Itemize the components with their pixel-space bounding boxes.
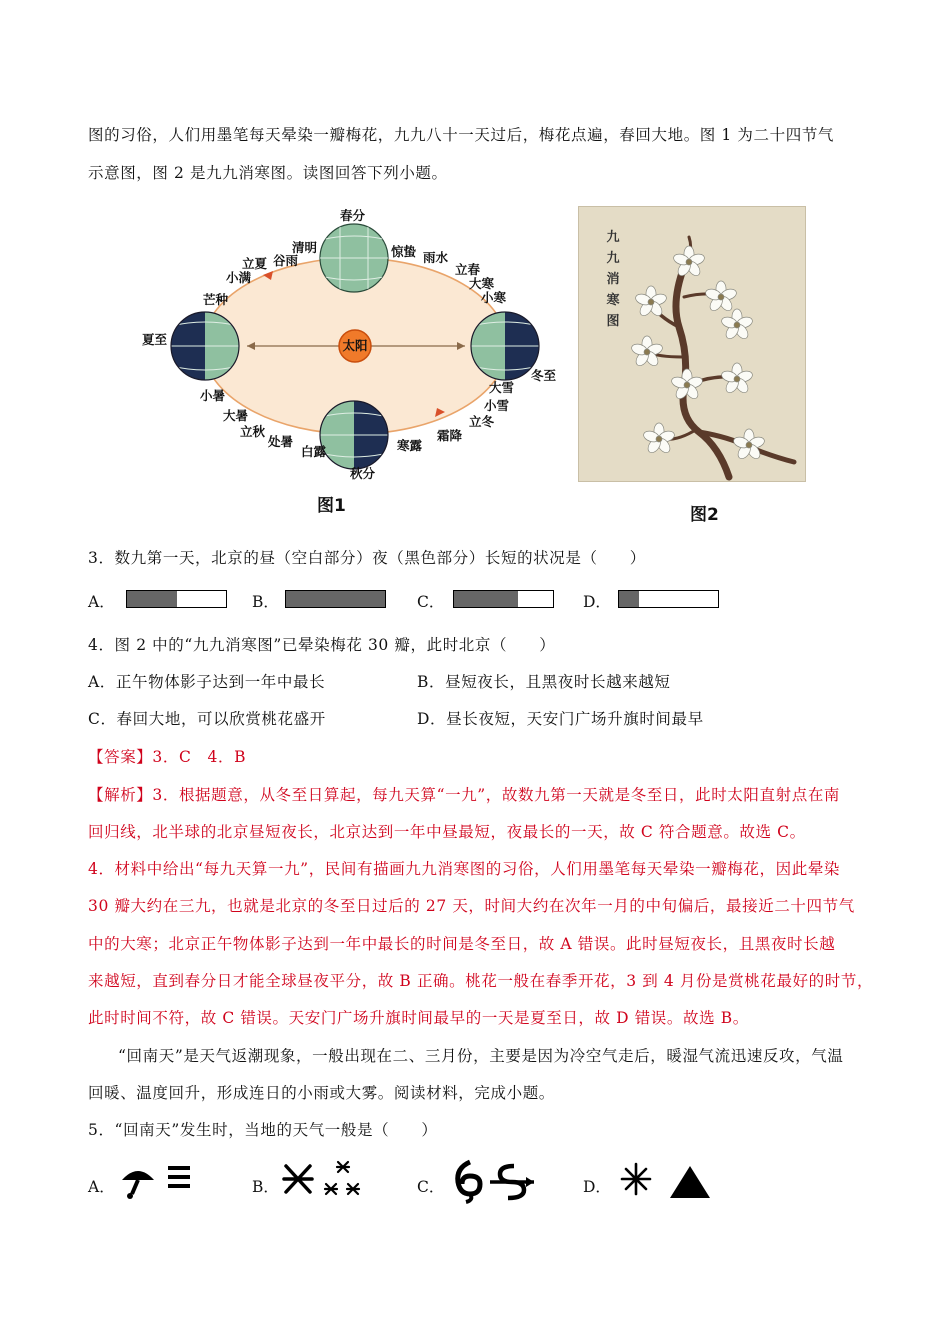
plum-branch-drawing <box>579 207 805 481</box>
q4-option-a[interactable]: A．正午物体影子达到一年中最长 <box>88 673 326 691</box>
fig2-title-char: 寒 <box>606 293 620 308</box>
analysis-line-6: 来越短，直到春分日才能全球昼夜平分，故 B 正确。桃花一般在春季开花，3 到 4 月份是赏桃花最好的时节， <box>88 972 874 990</box>
night-portion <box>619 591 639 607</box>
q3-option-a-label: A． <box>88 593 115 611</box>
snow-symbol-icon[interactable] <box>282 1160 372 1202</box>
q3-option-c-bar[interactable] <box>453 590 554 608</box>
q5-option-d-label: D． <box>583 1178 611 1196</box>
q5-stem: 5．“回南天”发生时，当地的天气一般是（ ） <box>88 1121 438 1139</box>
term-shuangjiang: 霜降 <box>437 428 463 443</box>
term-mangzhong: 芒种 <box>203 292 229 307</box>
intro-line-2: 示意图，图 2 是九九消寒图。读图回答下列小题。 <box>88 164 448 182</box>
analysis-line-3: 4．材料中给出“每九天算一九”，民间有描画九九消寒图的习俗，人们用墨笔每天晕染一瓣梅花，因此晕染 <box>88 860 841 878</box>
q4-option-c[interactable]: C．春回大地，可以欣赏桃花盛开 <box>88 710 326 728</box>
globe-spring <box>320 224 388 292</box>
sleet-hail-symbol-icon[interactable] <box>614 1160 714 1202</box>
term-bailu: 白露 <box>301 444 327 459</box>
term-xiaoman: 小满 <box>226 270 252 285</box>
term-lidong: 立冬 <box>469 414 495 429</box>
q5-option-a-label: A． <box>88 1178 115 1196</box>
term-chushu: 处暑 <box>268 434 294 449</box>
analysis-line-7: 此时时间不符，故 C 错误。天安门广场升旗时间最早的一天是夏至日，故 D 错误。故选 B。 <box>88 1009 749 1027</box>
fig2-title-char: 九 <box>606 230 620 245</box>
analysis-line-2: 回归线，北半球的北京昼短夜长，北京达到一年中昼最短，夜最长的一天，故 C 符合题意。故选 C。 <box>88 823 806 841</box>
term-daxue: 大雪 <box>489 380 515 395</box>
night-portion <box>127 591 177 607</box>
term-xiaoshu: 小暑 <box>200 388 226 403</box>
q4-option-d[interactable]: D．昼长夜短，天安门广场升旗时间最早 <box>417 710 704 728</box>
globe-autumn <box>320 401 388 469</box>
term-dahan: 大寒 <box>469 276 495 291</box>
passage-line-2: 回暖、温度回升，形成连日的小雨或大雾。阅读材料，完成小题。 <box>88 1084 555 1102</box>
term-xiaoxue: 小雪 <box>484 398 510 413</box>
typhoon-sandstorm-symbol-icon[interactable] <box>450 1158 540 1204</box>
q3-option-c-label: C． <box>417 593 445 611</box>
intro-line-1: 图的习俗，人们用墨笔每天晕染一瓣梅花，九九八十一天过后，梅花点遍，春回大地。图 1 为二十四节气 <box>88 126 835 144</box>
figure-2-caption: 图2 <box>690 505 719 525</box>
fig2-title-char: 九 <box>606 251 620 266</box>
q4-option-b[interactable]: B．昼短夜长，且黑夜时长越来越短 <box>417 673 671 691</box>
analysis-line-1: 【解析】3．根据题意，从冬至日算起，每九天算“一九”，故数九第一天就是冬至日，此时太阳直射点在南 <box>88 786 841 804</box>
q5-option-c-label: C． <box>417 1178 445 1196</box>
q3-option-d-bar[interactable] <box>618 590 719 608</box>
term-liqiu: 立秋 <box>240 424 266 439</box>
term-lichun: 立春 <box>455 262 481 277</box>
night-portion <box>454 591 518 607</box>
q3-stem: 3．数九第一天，北京的昼（空白部分）夜（黑色部分）长短的状况是（ ） <box>88 549 646 567</box>
q3-option-d-label: D． <box>583 593 611 611</box>
term-dongzhi: 冬至 <box>531 368 557 383</box>
term-hanlu: 寒露 <box>397 438 423 453</box>
term-yushui: 雨水 <box>423 250 449 265</box>
sun-label: 太阳 <box>342 338 368 353</box>
analysis-line-4: 30 瓣大约在三九，也就是北京的冬至日过后的 27 天，时间大约在次年一月的中旬偏后，最接近二十四节气 <box>88 897 855 915</box>
solar-terms-diagram <box>135 200 565 520</box>
q5-option-b-label: B． <box>252 1178 279 1196</box>
term-qiufen: 秋分 <box>350 466 376 481</box>
answer-line: 【答案】3．C 4．B <box>88 748 247 766</box>
q3-option-b-label: B． <box>252 593 279 611</box>
analysis-line-5: 中的大寒；北京正午物体影子达到一年中最长的时间是冬至日，故 A 错误。此时昼短夜长，且黑夜时长越 <box>88 935 836 953</box>
term-lixia: 立夏 <box>242 256 268 271</box>
term-qingming: 清明 <box>292 240 318 255</box>
term-xiaohan: 小寒 <box>481 290 507 305</box>
fig2-title-char: 图 <box>606 314 620 329</box>
drizzle-fog-symbol-icon[interactable] <box>118 1160 198 1202</box>
term-dashu: 大暑 <box>223 408 249 423</box>
term-xiazhi: 夏至 <box>142 332 168 347</box>
q3-option-a-bar[interactable] <box>126 590 227 608</box>
q4-stem: 4．图 2 中的“九九消寒图”已晕染梅花 30 瓣，此时北京（ ） <box>88 636 556 654</box>
q3-option-b-bar[interactable] <box>285 590 386 608</box>
figure-1-caption: 图1 <box>317 496 346 516</box>
night-portion <box>286 591 385 607</box>
plum-blossom-picture <box>578 206 806 482</box>
term-chunfen: 春分 <box>340 208 366 223</box>
term-jingzhe: 惊蛰 <box>391 244 417 259</box>
passage-line-1: “回南天”是天气返潮现象，一般出现在二、三月份，主要是因为冷空气走后，暖湿气流迅速反攻，气温 <box>118 1047 844 1065</box>
term-guyu: 谷雨 <box>273 253 299 268</box>
fig2-title-char: 消 <box>606 272 620 287</box>
